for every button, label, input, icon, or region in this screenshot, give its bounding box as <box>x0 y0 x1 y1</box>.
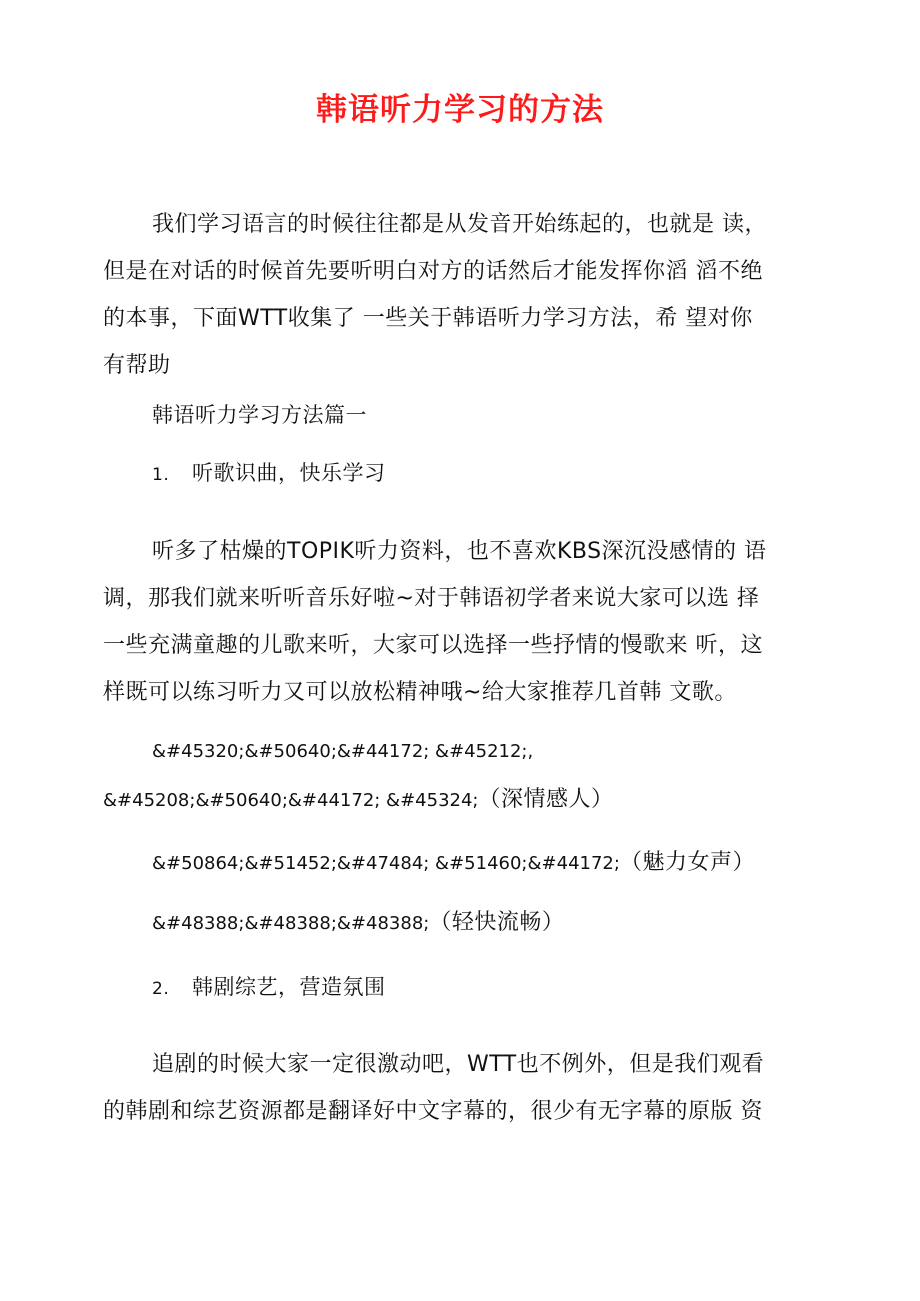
list-item-heading-text: 听歌识曲，快乐学习 <box>192 461 386 485</box>
intro-line: 但是在对话的时候首先要听明白对方的话然后才能发挥你滔 滔不绝 <box>103 259 763 284</box>
song-note: （魅力女声） <box>619 850 755 875</box>
song-note: （轻快流畅） <box>429 910 565 935</box>
list-item-number: 1. <box>152 465 170 485</box>
paragraph-line: 调，那我们就来听听音乐好啦~对于韩语初学者来说大家可以选 择 <box>103 586 760 611</box>
paragraph-line: 的韩剧和综艺资源都是翻译好中文字幕的，很少有无字幕的原版 资 <box>103 1099 763 1124</box>
song-item <box>152 848 755 879</box>
list-item-heading <box>152 972 386 1004</box>
document-title: 韩语听力学习的方法 <box>316 92 604 128</box>
section-heading: 韩语听力学习方法篇一 <box>152 403 367 427</box>
intro-line: 有帮助 <box>103 353 171 378</box>
song-note: （深情感人） <box>478 787 614 812</box>
song-title: &#45208;&#50640;&#44172; &#45324; <box>103 790 479 811</box>
intro-line: 我们学习语言的时候往往都是从发音开始练起的，也就是 读， <box>152 212 767 237</box>
intro-line: 的本事，下面WTT收集了 一些关于韩语听力学习方法，希 望对你 <box>103 306 753 331</box>
paragraph-line: 追剧的时候大家一定很激动吧，WTT也不例外，但是我们观看 <box>152 1052 765 1077</box>
song-item <box>152 908 564 939</box>
song-item <box>103 785 614 816</box>
paragraph-line: 样既可以练习听力又可以放松精神哦~给大家推荐几首韩 文歌。 <box>103 680 737 705</box>
song-title: &#50864;&#51452;&#47484; &#51460;&#44172; <box>152 853 620 874</box>
list-item-heading <box>152 458 386 490</box>
song-title: &#48388;&#48388;&#48388; <box>152 913 430 934</box>
paragraph-line: 一些充满童趣的儿歌来听，大家可以选择一些抒情的慢歌来 听，这 <box>103 633 763 658</box>
song-item <box>152 736 533 767</box>
list-item-number: 2. <box>152 979 170 999</box>
list-item-heading-text: 韩剧综艺，营造氛围 <box>192 975 386 999</box>
paragraph-line: 听多了枯燥的TOPIK听力资料，也不喜欢KBS深沉没感情的 语 <box>152 539 767 564</box>
song-title: &#45320;&#50640;&#44172; &#45212;, <box>152 741 534 762</box>
